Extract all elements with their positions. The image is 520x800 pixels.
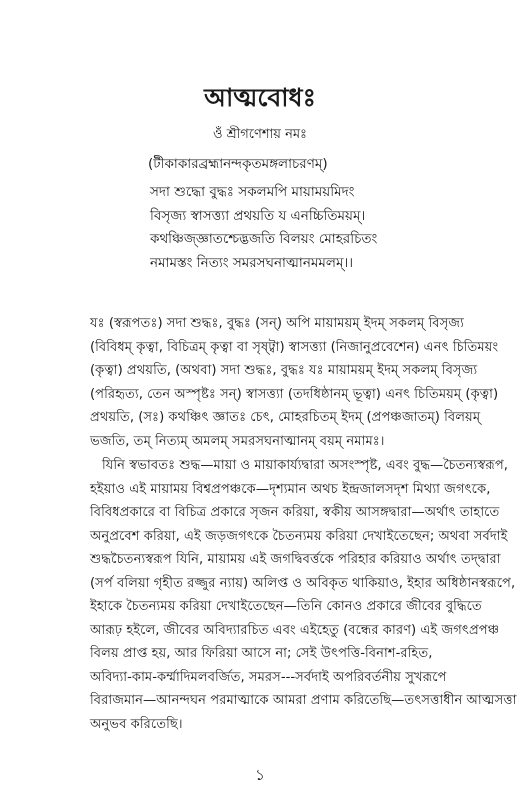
page-title: আত্মবোধঃ: [204, 83, 316, 112]
page-number: ১: [255, 766, 265, 784]
commentary-line: (পরিহৃত্য, তেন অস্পৃষ্টঃ সন্) স্বাসত্ত্যা (তদধিষ্ঠানম্ ভূত্বা) এনৎ চিতিময়ম্ (কৃত্বা): [90, 386, 499, 402]
commentary-line: ভজতি, তম্ নিত্যম্ অমলম্ সমরসঘনাত্মানম্ বয়ম্ নমামঃ।: [90, 433, 385, 449]
explanation-line: হইয়াও এই মায়াময় বিশ্বপ্রপঞ্চকে—দৃশ্যমান অথচ ইন্দ্রজালসদৃশ মিথ্যা জগৎকে,: [90, 481, 491, 497]
commentary-line: (বিবিধম্ কৃত্বা, বিচিত্রম্ কৃত্বা বা সৃষ্ট্বা) স্বাসত্ত্যা (নিজানুপ্রবেশেন) এনৎ চিতিময়ং: [90, 339, 499, 355]
commentary-line: (কৃত্বা) প্রথয়তি, (অথবা) সদা শুদ্ধঃ, বুদ্ধঃ যঃ মায়াময়ম্ ইদম্ সকলম্ বিসৃজ্য: [90, 363, 478, 378]
explanation-line: যিনি স্বভাবতঃ শুদ্ধ—মায়া ও মায়াকার্য্যদ্বারা অসংস্পৃষ্ট, এবং বুদ্ধ—চৈতন্যস্বরূপ,: [102, 458, 509, 473]
subheading: (টীকাকারব্রহ্মানন্দকৃতমঙ্গলাচরণম্): [148, 156, 328, 172]
explanation-line: আরূঢ় হইলে, জীবের অবিদ্যারচিত এবং এইহেতু (বন্ধের কারণ) এই জগৎপ্রপঞ্চ: [90, 622, 500, 638]
explanation-line: অনুপ্রবেশ করিয়া, এই জড়জগৎকে চৈতন্যময় করিয়া দেখাইতেছেন; অথবা সর্বদাই: [90, 528, 508, 544]
commentary-line: যঃ (স্বরূপতঃ) সদা শুদ্ধঃ, বুদ্ধঃ (সন্) অপি মায়াময়ম্ ইদম্ সকলম্ বিসৃজ্য: [90, 316, 464, 331]
explanation-line: ইহাকে চৈতন্যময় করিয়া দেখাইতেছেন—তিনি কোনও প্রকারে জীবের বুদ্ধিতে: [90, 599, 482, 614]
verse-line: কথঞ্চিজ্জ্ঞাতশ্চেদ্ভজতি বিলয়ং মোহরচিতং: [150, 231, 378, 247]
explanation-line: শুদ্ধচৈতন্যস্বরূপ যিনি, মায়াময় এই জগদ্বিবর্ত্তকে পরিহার করিয়াও অর্থাৎ তদ্দ্বারা: [90, 552, 501, 567]
verse-block: [150, 181, 450, 275]
explanation-line: অবিদ্যা-কাম-কর্ম্মাদিমলবর্জিত, সমরস---সর্বদাই অপরিবর্তনীয় সুখরূপে: [90, 669, 447, 685]
commentary-block: [90, 312, 499, 453]
explanation-line: বিরাজমান—আনন্দঘন পরমাত্মাকে আমরা প্রণাম করিতেছি—তৎসত্তাধীন আত্মসত্তা: [90, 693, 517, 708]
explanation-line: (সর্প বলিয়া গৃহীত রজ্জুর ন্যায়) অলিপ্ত ও অবিকৃত থাকিয়াও, ইহার অধিষ্ঠানস্বরূপে,: [90, 575, 516, 591]
explanation-line: অনুভব করিতেছি।: [90, 716, 183, 732]
verse-line: নমামস্তং নিত্যং সমরসঘনাত্মানমমলম্।।: [150, 254, 354, 271]
verse-line: বিসৃজ্য স্বাসত্ত্যা প্রথয়তি য এনচ্চিতিময়ম্।: [150, 207, 366, 224]
commentary-line: প্রথয়তি, (সঃ) কথঞ্চিৎ জ্ঞাতঃ চেৎ, মোহরচিতম্ ইদম্ (প্রপঞ্চজাতম্) বিলয়ম্: [90, 410, 481, 425]
invocation: ওঁ শ্রীগণেশায় নমঃ: [213, 127, 307, 142]
verse-line: সদা শুদ্ধো বুদ্ধঃ সকলমপি মায়াময়মিদং: [150, 184, 355, 200]
explanation-line: বিবিধপ্রকারে বা বিচিত্র প্রকারে সৃজন করিয়া, স্বকীয় আসঙ্গদ্বারা—অর্থাৎ তাহাতে: [90, 505, 500, 520]
explanation-block: [90, 454, 517, 736]
explanation-line: বিলয় প্রাপ্ত হয়, আর ফিরিয়া আসে না; সেই উৎপত্তি-বিনাশ-রহিত,: [90, 646, 433, 661]
